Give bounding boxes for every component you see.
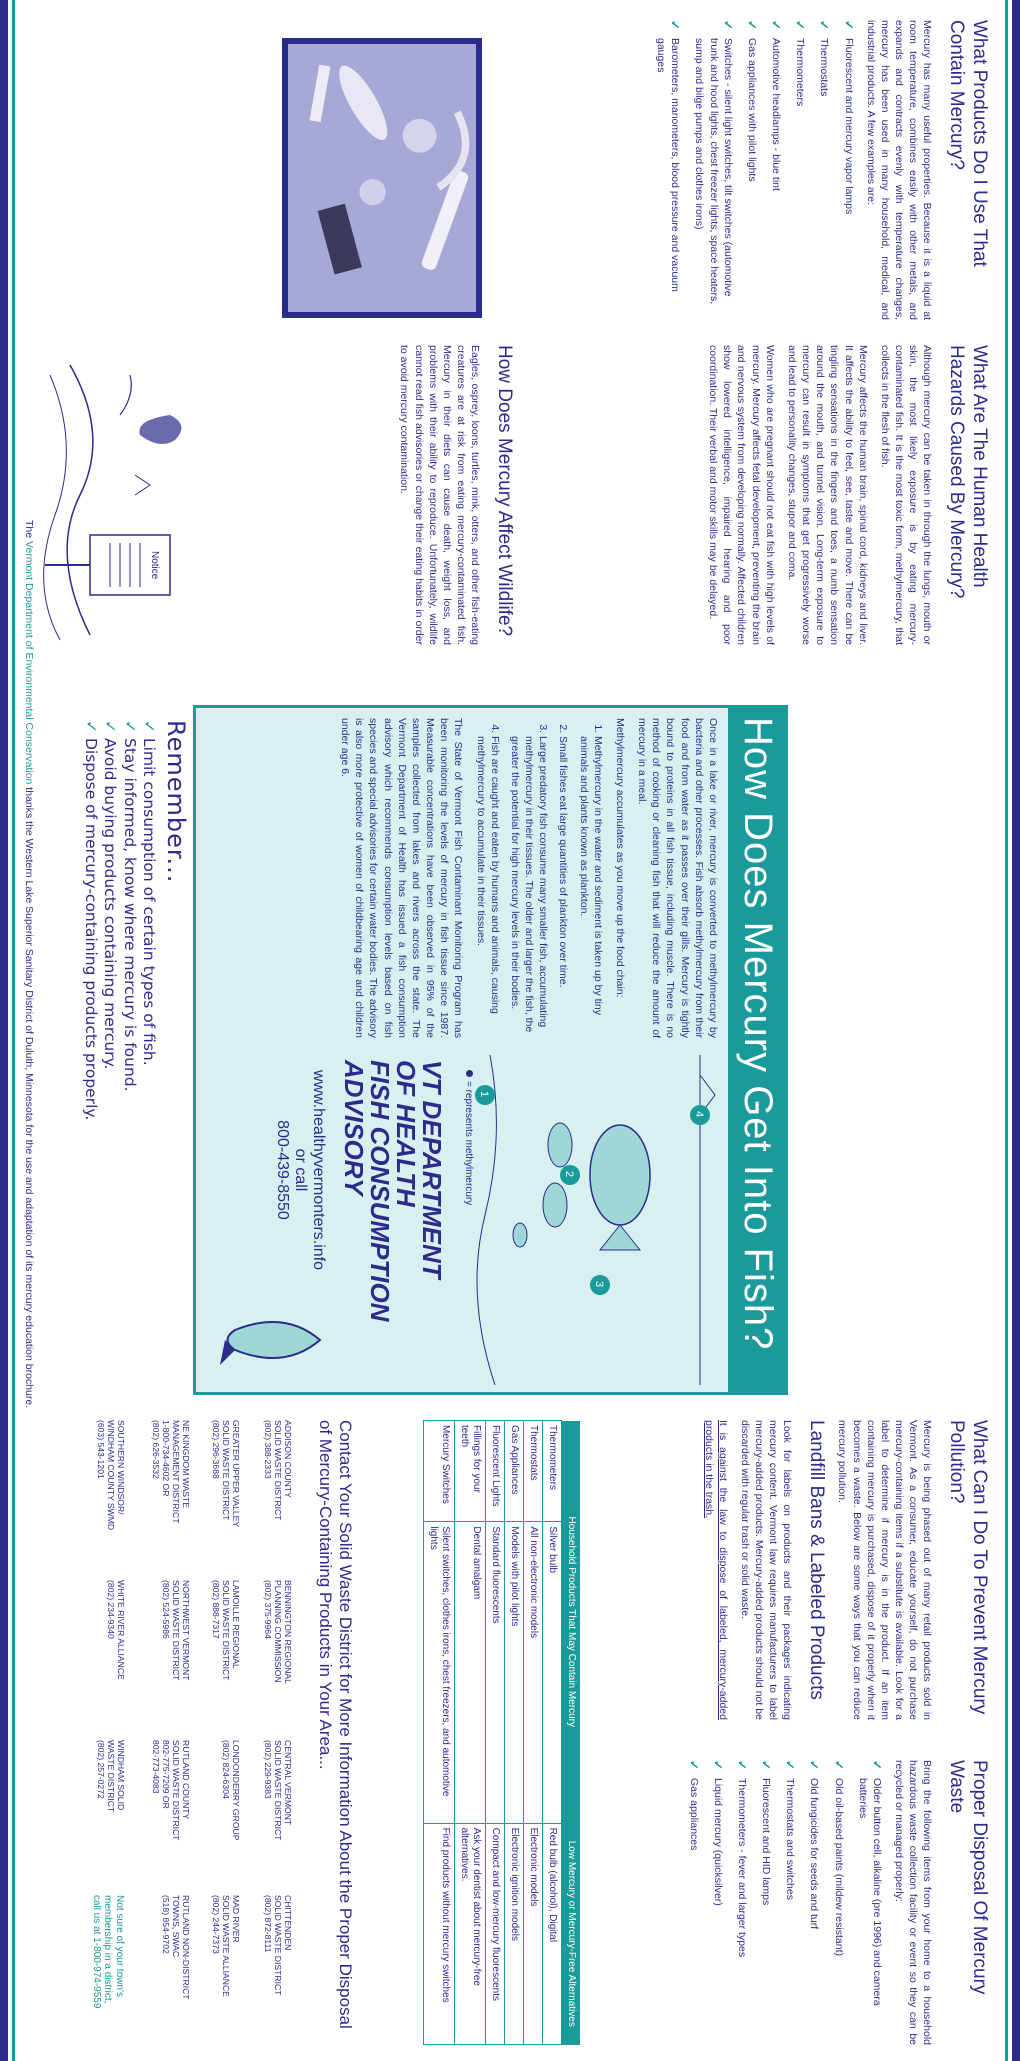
district-entry: MAD RIVER SOLID WASTE ALLIANCE (802) 244-7373 — [211, 1895, 241, 1997]
products-heading: What Products Do I Use That Contain Mercury? — [946, 20, 990, 267]
table-cell: Gas Appliances — [505, 1421, 524, 1522]
health-heading: What Are The Human Health Hazards Caused By Mercury? — [946, 345, 990, 599]
landfill-warning: It is against the law to dispose of labeled, mercury-added products in the trash. — [702, 1420, 729, 1720]
table-header-alternatives: Low Mercury or Mercury-Free Alternatives — [562, 1823, 580, 2044]
products-section — [644, 20, 990, 320]
marker-3-label: 3 — [593, 1281, 605, 1288]
prevent-heading: What Can I Do To Prevent Mercury Pollution? — [946, 1420, 990, 1715]
table-row — [486, 1421, 505, 2045]
table-row — [505, 1421, 524, 2045]
fish-step: 3. Large predatory fish consume many smaller fish, accumulating methylmercury in their tissues. The older and larger the fish, the greater the potential for high mercury levels in their bodies. — [508, 736, 551, 1038]
table-cell: Dental amalgam — [455, 1522, 486, 1823]
vt-health-advisory — [205, 1060, 445, 1380]
contact-heading: Contact Your Solid Waste District for More Information About the Proper Disposal of Mercury-Containing Products in Your Area... — [315, 1420, 355, 2029]
marker-4 — [690, 1105, 710, 1125]
district-entry: NE KINGDOM WASTE MANAGEMENT DISTRICT 1-800-734-4602 OR (802) 626-3532 — [151, 1420, 191, 1524]
products-item: ✓ Switches - silent light switches, tilt switches (automotive trunk and hood lights, chest freezer lights, space heaters, sump and bilge pumps and clothes irons) — [692, 20, 735, 320]
district-entry: CHITTENDEN SOLID WASTE DISTRICT (802) 872-8111 — [263, 1895, 293, 1996]
district-entry: RUTLAND COUNTY SOLID WASTE DISTRICT 802-775-7209 OR 802-773-4083 — [151, 1740, 191, 1841]
remember-list — [81, 720, 159, 1400]
methylmercury-legend — [462, 1070, 476, 1370]
products-item: ✓ Automotive headlamps - blue tint — [769, 20, 783, 320]
products-item: ✓ Fluorescent and mercury vapor lamps — [841, 20, 855, 320]
remember-item: ✓ Stay informed, know where mercury is found. — [119, 720, 138, 1400]
fish-step: 4. Fish are caught and eaten by humans and animals, causing methylmercury to accumulate in their tissues. — [473, 736, 501, 1038]
mercury-products-photo — [282, 38, 482, 318]
products-list — [654, 20, 856, 320]
marker-1 — [475, 1085, 495, 1105]
disposal-section — [676, 1760, 990, 2045]
fish-chain: Methylmercury accumulates as you move up the food chain: — [613, 718, 626, 998]
vt-title-line-1: VT DEPARTMENT — [417, 1060, 447, 1279]
table-cell: Mercury Switches — [424, 1421, 455, 1522]
table-cell: Silver bulb — [543, 1522, 562, 1823]
fish-program: The State of Vermont Fish Contaminant Monitoring Program has been monitoring the levels of mercury in fish tissue since 1987. Measurable concentrations have been observed in 95% of the samples collected from lakes and rivers across the state. The Vermont Department of Health has issued a fish consumption advisory which recommends consumption levels based on fish species and special advisories for certain water bodies. The advisory is also more protective of women of childbearing age and children under age 6. — [339, 718, 465, 1038]
food-chain-diagram — [470, 1055, 720, 1385]
disposal-item: ✓ Liquid mercury (quicksilver) — [711, 1760, 725, 2045]
table-cell: Electronic models — [524, 1823, 543, 2044]
fish-text — [330, 718, 720, 1038]
products-table — [424, 1420, 581, 2045]
vt-url[interactable]: www.healthyvermonters.info — [310, 1069, 327, 1271]
notice-sign-text: Notice — [149, 551, 160, 580]
products-item: ✓ Thermostats — [817, 20, 831, 320]
credit-before: The — [23, 520, 35, 542]
table-cell: All non-electronic models — [524, 1522, 543, 1823]
disposal-item: ✓ Thermostats and switches — [783, 1760, 797, 2045]
table-cell: Fluorescent Lights — [486, 1421, 505, 1522]
remember-heading: Remember... — [162, 720, 190, 884]
table-cell: Ask your dentist about mercury-free alternatives. — [455, 1823, 486, 2044]
marker-2-label: 2 — [563, 1171, 575, 1178]
credit-line — [23, 520, 35, 1408]
district-entry: RUTLAND NON-DISTRICT TOWNS, SWAC (518) 854-9702 — [161, 1895, 191, 2000]
wildlife-section — [389, 345, 515, 645]
district-entry: LAMOILLE REGIONAL SOLID WASTE DISTRICT (802) 888-7317 — [211, 1580, 241, 1681]
landfill-body: Look for labels on products and their packages indicating mercury content. Vermont law requires manufacturers to label mercury-added products. Mercury-added products should not be discarded with regular trash or solid waste. — [738, 1420, 794, 1720]
contact-section — [304, 1420, 355, 2045]
disposal-heading: Proper Disposal Of Mercury Waste — [946, 1760, 990, 1995]
fish-step: 2. Small fishes eat large quantities of plankton over time. — [556, 736, 570, 1038]
health-para-3: Women who are pregnant should not eat fish with high levels of mercury. Mercury affects fetal development, preventing the brain and nervous system from developing normally. Affected children show lowered intelligence, impaired hearing and poor coordination. Their verbal and motor skills may be delayed. — [707, 345, 776, 645]
district-entry: BENNINGTON REGIONAL PLANNING COMMISSION (802) 375-9964 — [263, 1580, 293, 1684]
table-cell: Fillings for your teeth — [455, 1421, 486, 1522]
credit-after: thanks the Western Lake Superior Sanitary District of Duluth, Minnesota for the use and adaptation of its mercury education brochure. — [23, 784, 35, 1409]
table-row — [543, 1421, 562, 2045]
products-photo-illustration — [288, 44, 476, 312]
disposal-body: Bring the following items from your home to a household hazardous waste collection facility or event so they can be recycled or managed properly: — [893, 1760, 934, 2045]
disposal-item: ✓ Old oil-based paints (mildew resistant) — [831, 1760, 845, 2045]
wildlife-body: Eagles, osprey, loons, turtles, mink, otters, and other fish-eating creatures are at risk from eating mercury-contaminated fish. Mercury in their diets can cause death, weight loss, and problems with their ability to reproduce. Unfortunately, wildlife cannot read fish advisories or change their eating habits in order to avoid mercury contamination. — [398, 345, 482, 645]
health-para-2: Mercury affects the human brain, spinal cord, kidneys and liver. It affects the ability to feel, see, taste and move. There can be tingling sensations in the fingers and toes, a numb sensation around the mouth, and tunnel vision. Long-term exposure to mercury can result in symptoms that get progressively worse and lead to personality changes, stupor and coma. — [785, 345, 869, 645]
district-entry: SOUTHERN WINDSOR/ WINDHAM COUNTY SWMD (603) 543-1201 — [96, 1420, 126, 1531]
top-rule — [1012, 0, 1020, 2061]
marker-2 — [560, 1165, 580, 1185]
vt-phone[interactable]: 800-439-8550 — [274, 1120, 291, 1220]
health-section — [698, 345, 990, 645]
vt-or: or call — [292, 1148, 309, 1192]
table-cell: Find products without mercury switches — [424, 1823, 455, 2044]
remember-item: ✓ Avoid buying products containing mercury. — [100, 720, 119, 1400]
table-cell: Red bulb (alcohol), Digital — [543, 1823, 562, 2044]
top-rule-accent — [1005, 0, 1008, 2061]
vt-title-line-4: ADVISORY — [339, 1060, 369, 1196]
marker-4-label: 4 — [693, 1111, 705, 1118]
prevent-body: Mercury is being phased out of many retail products sold in Vermont. As a consumer, educate yourself, do not purchase mercury-containing items if a substitute is available. Look for a label to determine if mercury is in the product. If an item containing mercury is purchased, dispose of it properly when it becomes a waste. Below are some ways that you can reduce mercury pollution. — [836, 1420, 934, 1720]
leaping-fish-icon — [215, 1300, 325, 1380]
district-entry: LONDONDERRY GROUP (802) 824-6304 — [221, 1740, 241, 1841]
table-row — [524, 1421, 543, 2045]
table-cell: Silent switches, clothes irons, chest freezers, and automotive lights — [424, 1522, 455, 1823]
wildlife-illustration — [30, 355, 230, 645]
products-item: ✓ Barometers, manometers, blood pressure and vacuum gauges — [654, 20, 682, 320]
prevent-section — [693, 1420, 990, 1720]
marker-1-label: 1 — [478, 1091, 490, 1098]
disposal-item: ✓ Thermometers - fever and larger types — [735, 1760, 749, 2045]
remember-item: ✓ Dispose of mercury-containing products properly. — [81, 720, 100, 1400]
district-entry: NORTHWEST VERMONT SOLID WASTE DISTRICT (802) 524-5986 — [161, 1580, 191, 1681]
table-row — [455, 1421, 486, 2045]
fish-steps — [473, 718, 604, 1038]
district-entry: ADDISON COUNTY SOLID WASTE DISTRICT (802) 388-2333 — [263, 1420, 293, 1521]
disposal-item: ✓ Fluorescent and HID lamps — [759, 1760, 773, 2045]
methylmercury-legend-text: = represents methylmercury — [463, 1081, 474, 1206]
fish-banner — [728, 705, 788, 1395]
marker-3 — [590, 1275, 610, 1295]
disposal-item: ✓ Gas appliances — [686, 1760, 700, 2045]
table-row — [424, 1421, 455, 2045]
bottom-rule — [0, 0, 8, 2061]
remember-section — [81, 720, 191, 1400]
fish-intro: Once in a lake or river, mercury is converted to methylmercury by bacteria and other processes. Fish absorb methylmercury from their food and from water as it passes over their gills. Mercury is tightly bound to proteins in all fish tissue, including muscle. There is no method of cooking or cleaning fish that will reduce the amount of mercury in a meal. — [636, 718, 719, 1038]
landfill-heading: Landfill Bans & Labeled Products — [806, 1420, 828, 1700]
district-entry: WINDHAM SOLID WASTE DISTRICT (802) 257-0272 — [96, 1740, 126, 1813]
district-entry: CENTRAL VERMONT SOLID WASTE DISTRICT (802) 229-9383 — [263, 1740, 293, 1841]
vt-title-line-3: FISH CONSUMPTION — [365, 1060, 395, 1322]
methylmercury-dot-icon — [466, 1070, 473, 1077]
district-entry: GREATER UPPER VALLEY SOLID WASTE DISTRICT (802) 296-3688 — [211, 1420, 241, 1528]
credit-org: Vermont Department of Environmental Conservation — [23, 541, 35, 785]
fish-banner-title: How Does Mercury Get Into Fish? — [736, 717, 780, 1351]
products-item: ✓ Thermometers — [793, 20, 807, 320]
district-note: Not sure of your town's membership in a district, call us at 1-800-974-9559 — [91, 1895, 125, 2009]
disposal-item: ✓ Older button cell, alkaline (pre 1996) and camera batteries — [856, 1760, 884, 2045]
table-cell: Thermostats — [524, 1421, 543, 1522]
table-cell: Models with pilot lights — [505, 1522, 524, 1823]
health-para-1: Although mercury can be taken in through the lungs, mouth or skin, the most likely exposure is by eating mercury-contaminated fish. It is the most toxic form, methylmercury, that collects in the flesh of fish. — [878, 345, 934, 645]
table-cell: Thermometers — [543, 1421, 562, 1522]
bottom-rule-accent — [12, 0, 15, 2061]
table-cell: Compact and low-mercury fluorescents — [486, 1823, 505, 2044]
vt-title-line-2: OF HEALTH — [391, 1060, 421, 1207]
table-header-products: Household Products That May Contain Mercury — [562, 1421, 580, 1824]
disposal-item: ✓ Old fungicides for seeds and turf — [807, 1760, 821, 2045]
table-cell: Electronic ignition models — [505, 1823, 524, 2044]
disposal-list — [686, 1760, 884, 2045]
products-item: ✓ Gas appliances with pilot lights — [745, 20, 759, 320]
products-body: Mercury has many useful properties. Because it is a liquid at room temperature, combines easily with other metals, and expands and contracts evenly with temperature changes, mercury has been used in many household, medical, and industrial products. A few examples are: — [864, 20, 934, 320]
table-cell: Standard fluorescents — [486, 1522, 505, 1823]
wildlife-heading: How Does Mercury Affect Wildlife? — [494, 345, 515, 637]
fish-step: 1. Methylmercury in the water and sediment is taken up by tiny animals and plants known as plankton. — [576, 736, 604, 1038]
remember-item: ✓ Limit consumption of certain types of fish. — [139, 720, 158, 1400]
district-entry: WHITE RIVER ALLIANCE (802) 234-9340 — [106, 1580, 126, 1680]
